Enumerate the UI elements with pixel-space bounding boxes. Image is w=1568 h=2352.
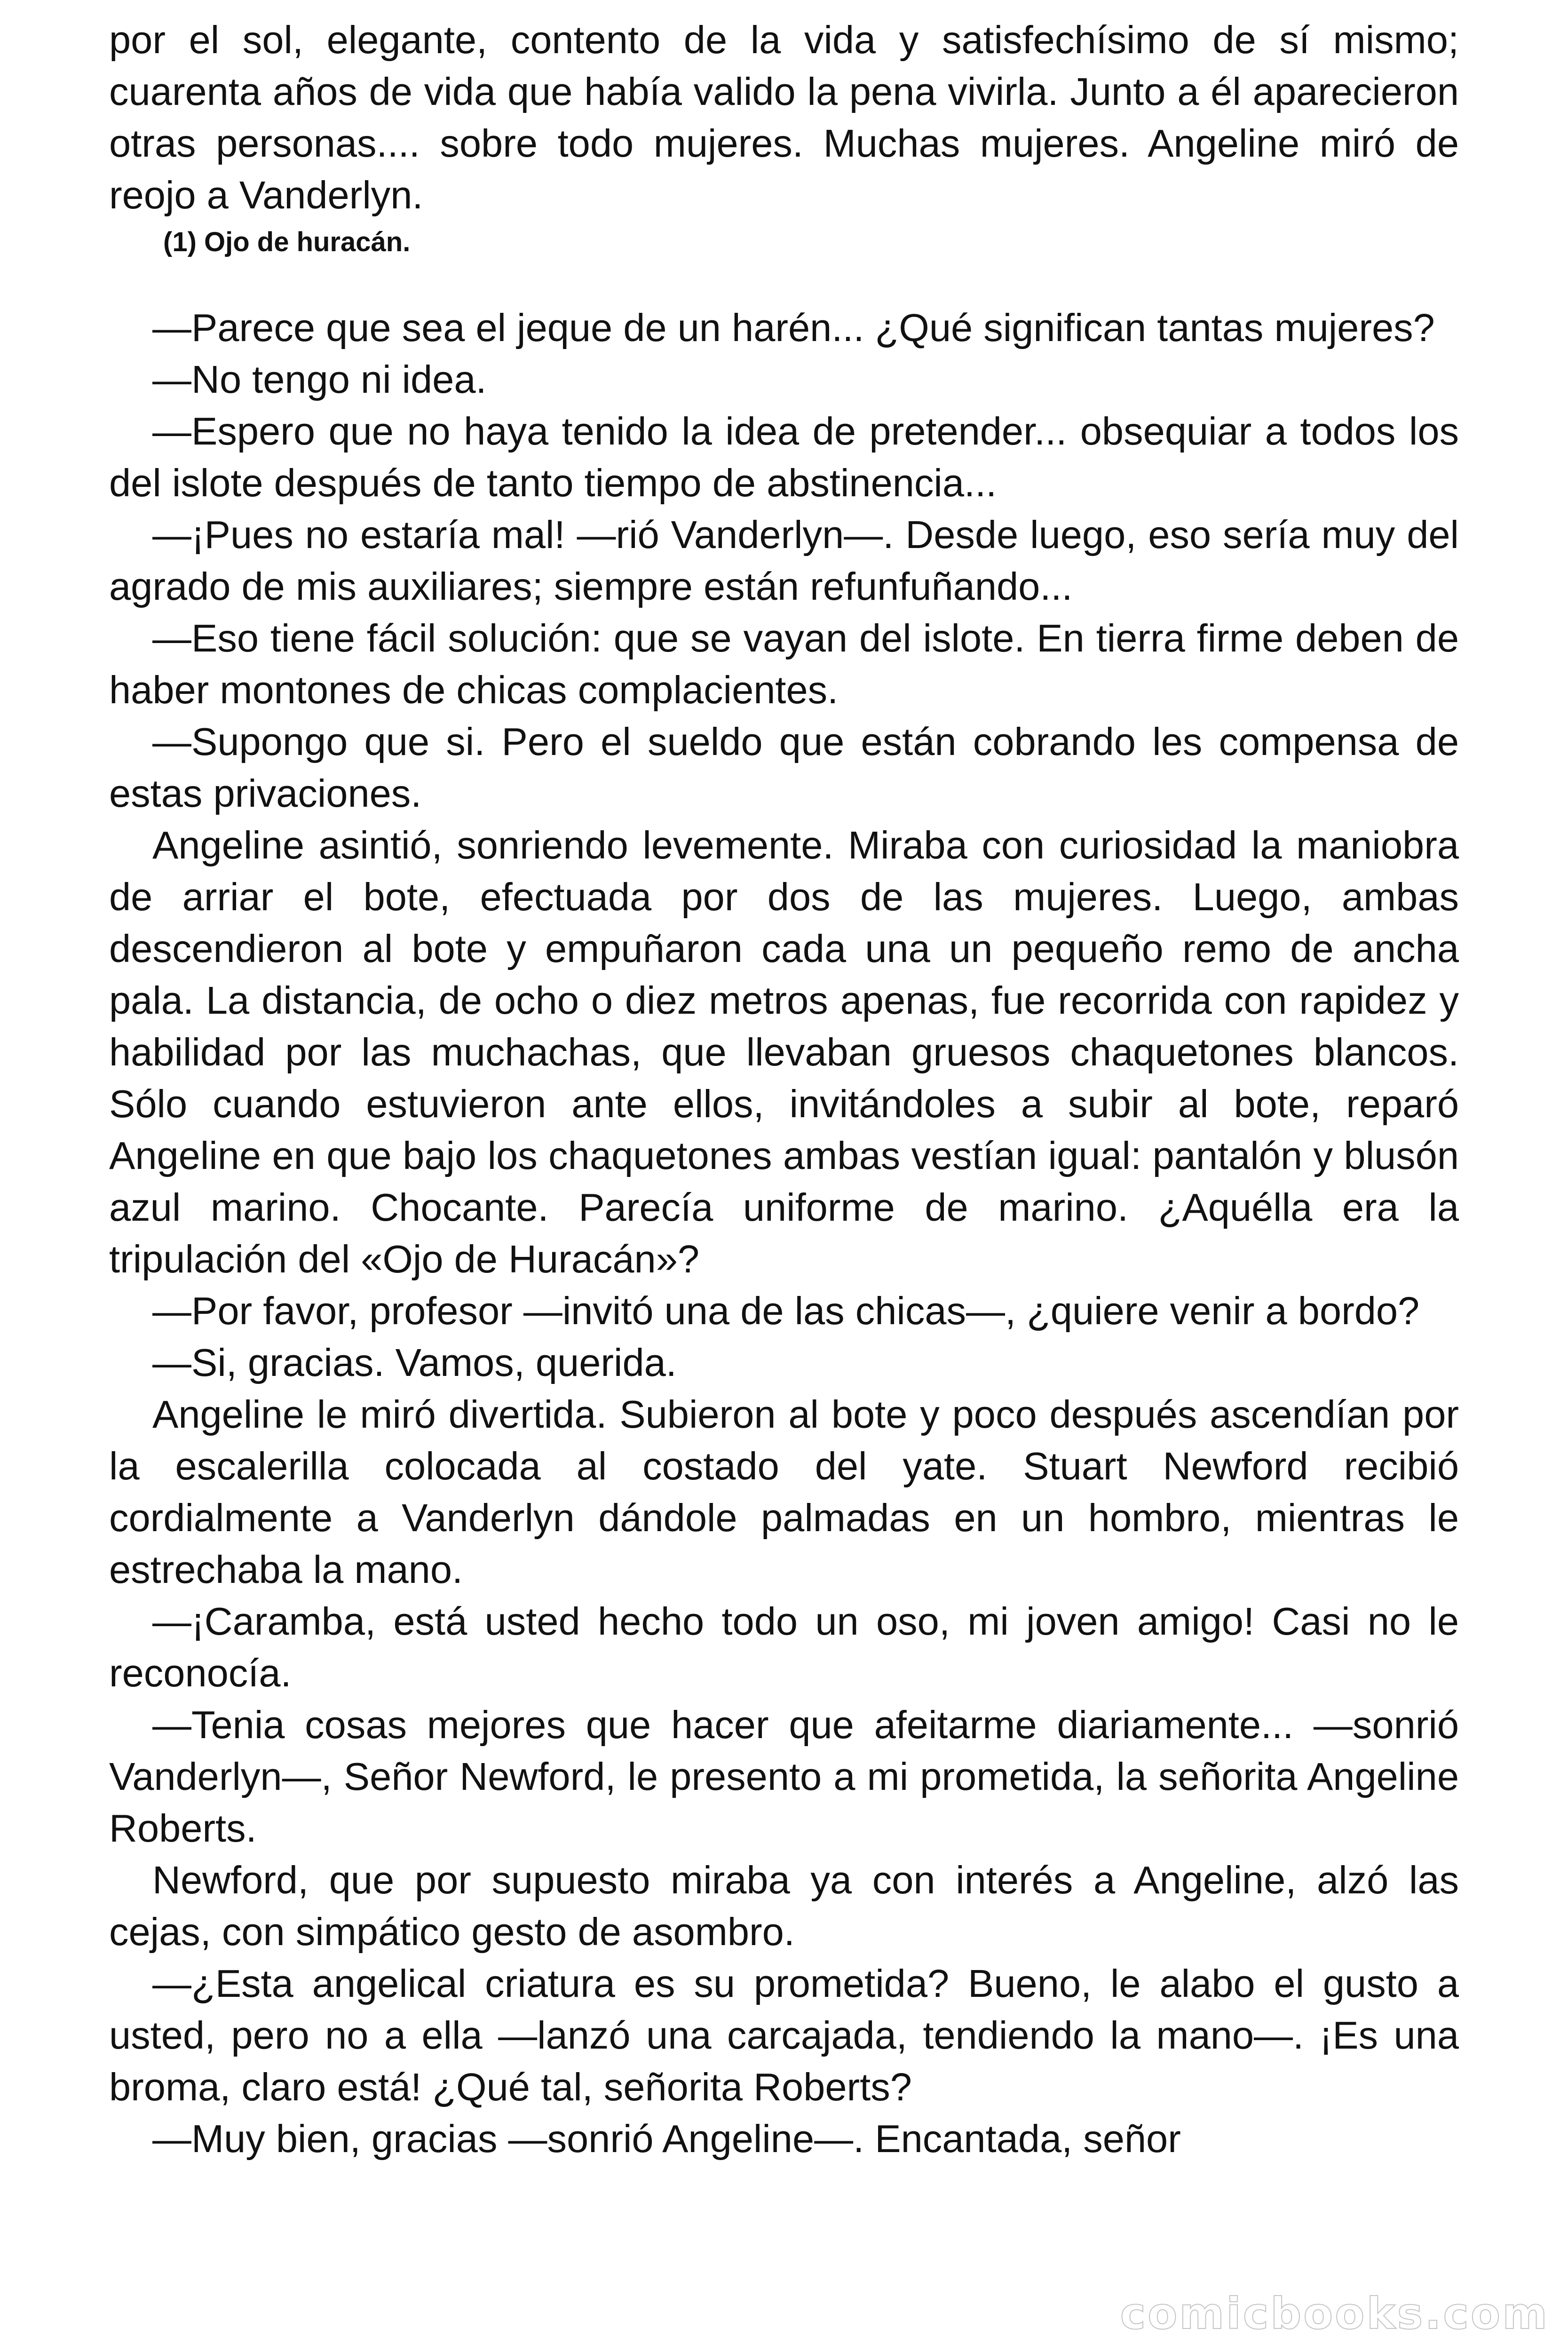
paragraph: Newford, que por supuesto miraba ya con interés a Angeline, alzó las cejas, con simpático gesto de asombro. (109, 1858, 1459, 1954)
paragraph: —Tenia cosas mejores que hacer que afeitarme diariamente... —sonrió Vanderlyn—, Señor Newford, le presento a mi prometida, la señorita Angeline Roberts. (109, 1703, 1459, 1850)
paragraph: —Si, gracias. Vamos, querida. (152, 1341, 677, 1384)
paragraph: Angeline asintió, sonriendo levemente. Miraba con curiosidad la maniobra de arriar el bote, efectuada por dos de las mujeres. Luego, ambas descendieron al bote y empuñaron cada una un pequeño remo de ancha pala. La distancia, de ocho o diez metros apenas, fue recorrida con rapidez y habilidad por las muchachas, que llevaban gruesos chaquetones blancos. Sólo cuando estuvieron ante ellos, invitándoles a subir al bote, reparó Angeline en que bajo los chaquetones ambas vestían igual: pantalón y blusón azul marino. Chocante. Parecía uniforme de marino. ¿Aquélla era la tripulación del «Ojo de Huracán»? (109, 823, 1459, 1281)
document-page (109, 14, 1459, 2165)
paragraph: —¡Pues no estaría mal! —rió Vanderlyn—. Desde luego, eso sería muy del agrado de mis auxiliares; siempre están refunfuñando... (109, 513, 1459, 608)
paragraph: —¡Caramba, está usted hecho todo un oso, mi joven amigo! Casi no le reconocía. (109, 1599, 1459, 1695)
paragraph: —No tengo ni idea. (152, 358, 487, 401)
paragraph: —Espero que no haya tenido la idea de pretender... obsequiar a todos los del islote después de tanto tiempo de abstinencia... (109, 409, 1459, 505)
paragraph: Angeline le miró divertida. Subieron al bote y poco después ascendían por la escalerilla colocada al costado del yate. Stuart Newford recibió cordialmente a Vanderlyn dándole palmadas en un hombro, mientras le estrechaba la mano. (109, 1392, 1459, 1591)
paragraph: —Por favor, profesor —invitó una de las chicas—, ¿quiere venir a bordo? (152, 1289, 1420, 1333)
paragraph: —Eso tiene fácil solución: que se vayan del islote. En tierra firme deben de haber montones de chicas complacientes. (109, 616, 1459, 712)
paragraph: —Parece que sea el jeque de un harén... ¿Qué significan tantas mujeres? (152, 306, 1435, 350)
paragraph: —¿Esta angelical criatura es su prometida? Bueno, le alabo el gusto a usted, pero no a ella —lanzó una carcajada, tendiendo la mano—. ¡Es una broma, claro está! ¿Qué tal, señorita Roberts? (109, 1962, 1459, 2109)
paragraph: por el sol, elegante, contento de la vida y satisfechísimo de sí mismo; cuarenta años de vida que había valido la pena vivirla. Junto a él aparecieron otras personas.... sobre todo mujeres. Muchas mujeres. Angeline miró de reojo a Vanderlyn. (109, 18, 1459, 217)
footnote: (1) Ojo de huracán. (163, 227, 411, 257)
paragraph: —Muy bien, gracias —sonrió Angeline—. Encantada, señor (152, 2117, 1181, 2161)
paragraph: —Supongo que si. Pero el sueldo que están cobrando les compensa de estas privaciones. (109, 720, 1459, 815)
watermark: comicbooks.com (1120, 2288, 1549, 2339)
